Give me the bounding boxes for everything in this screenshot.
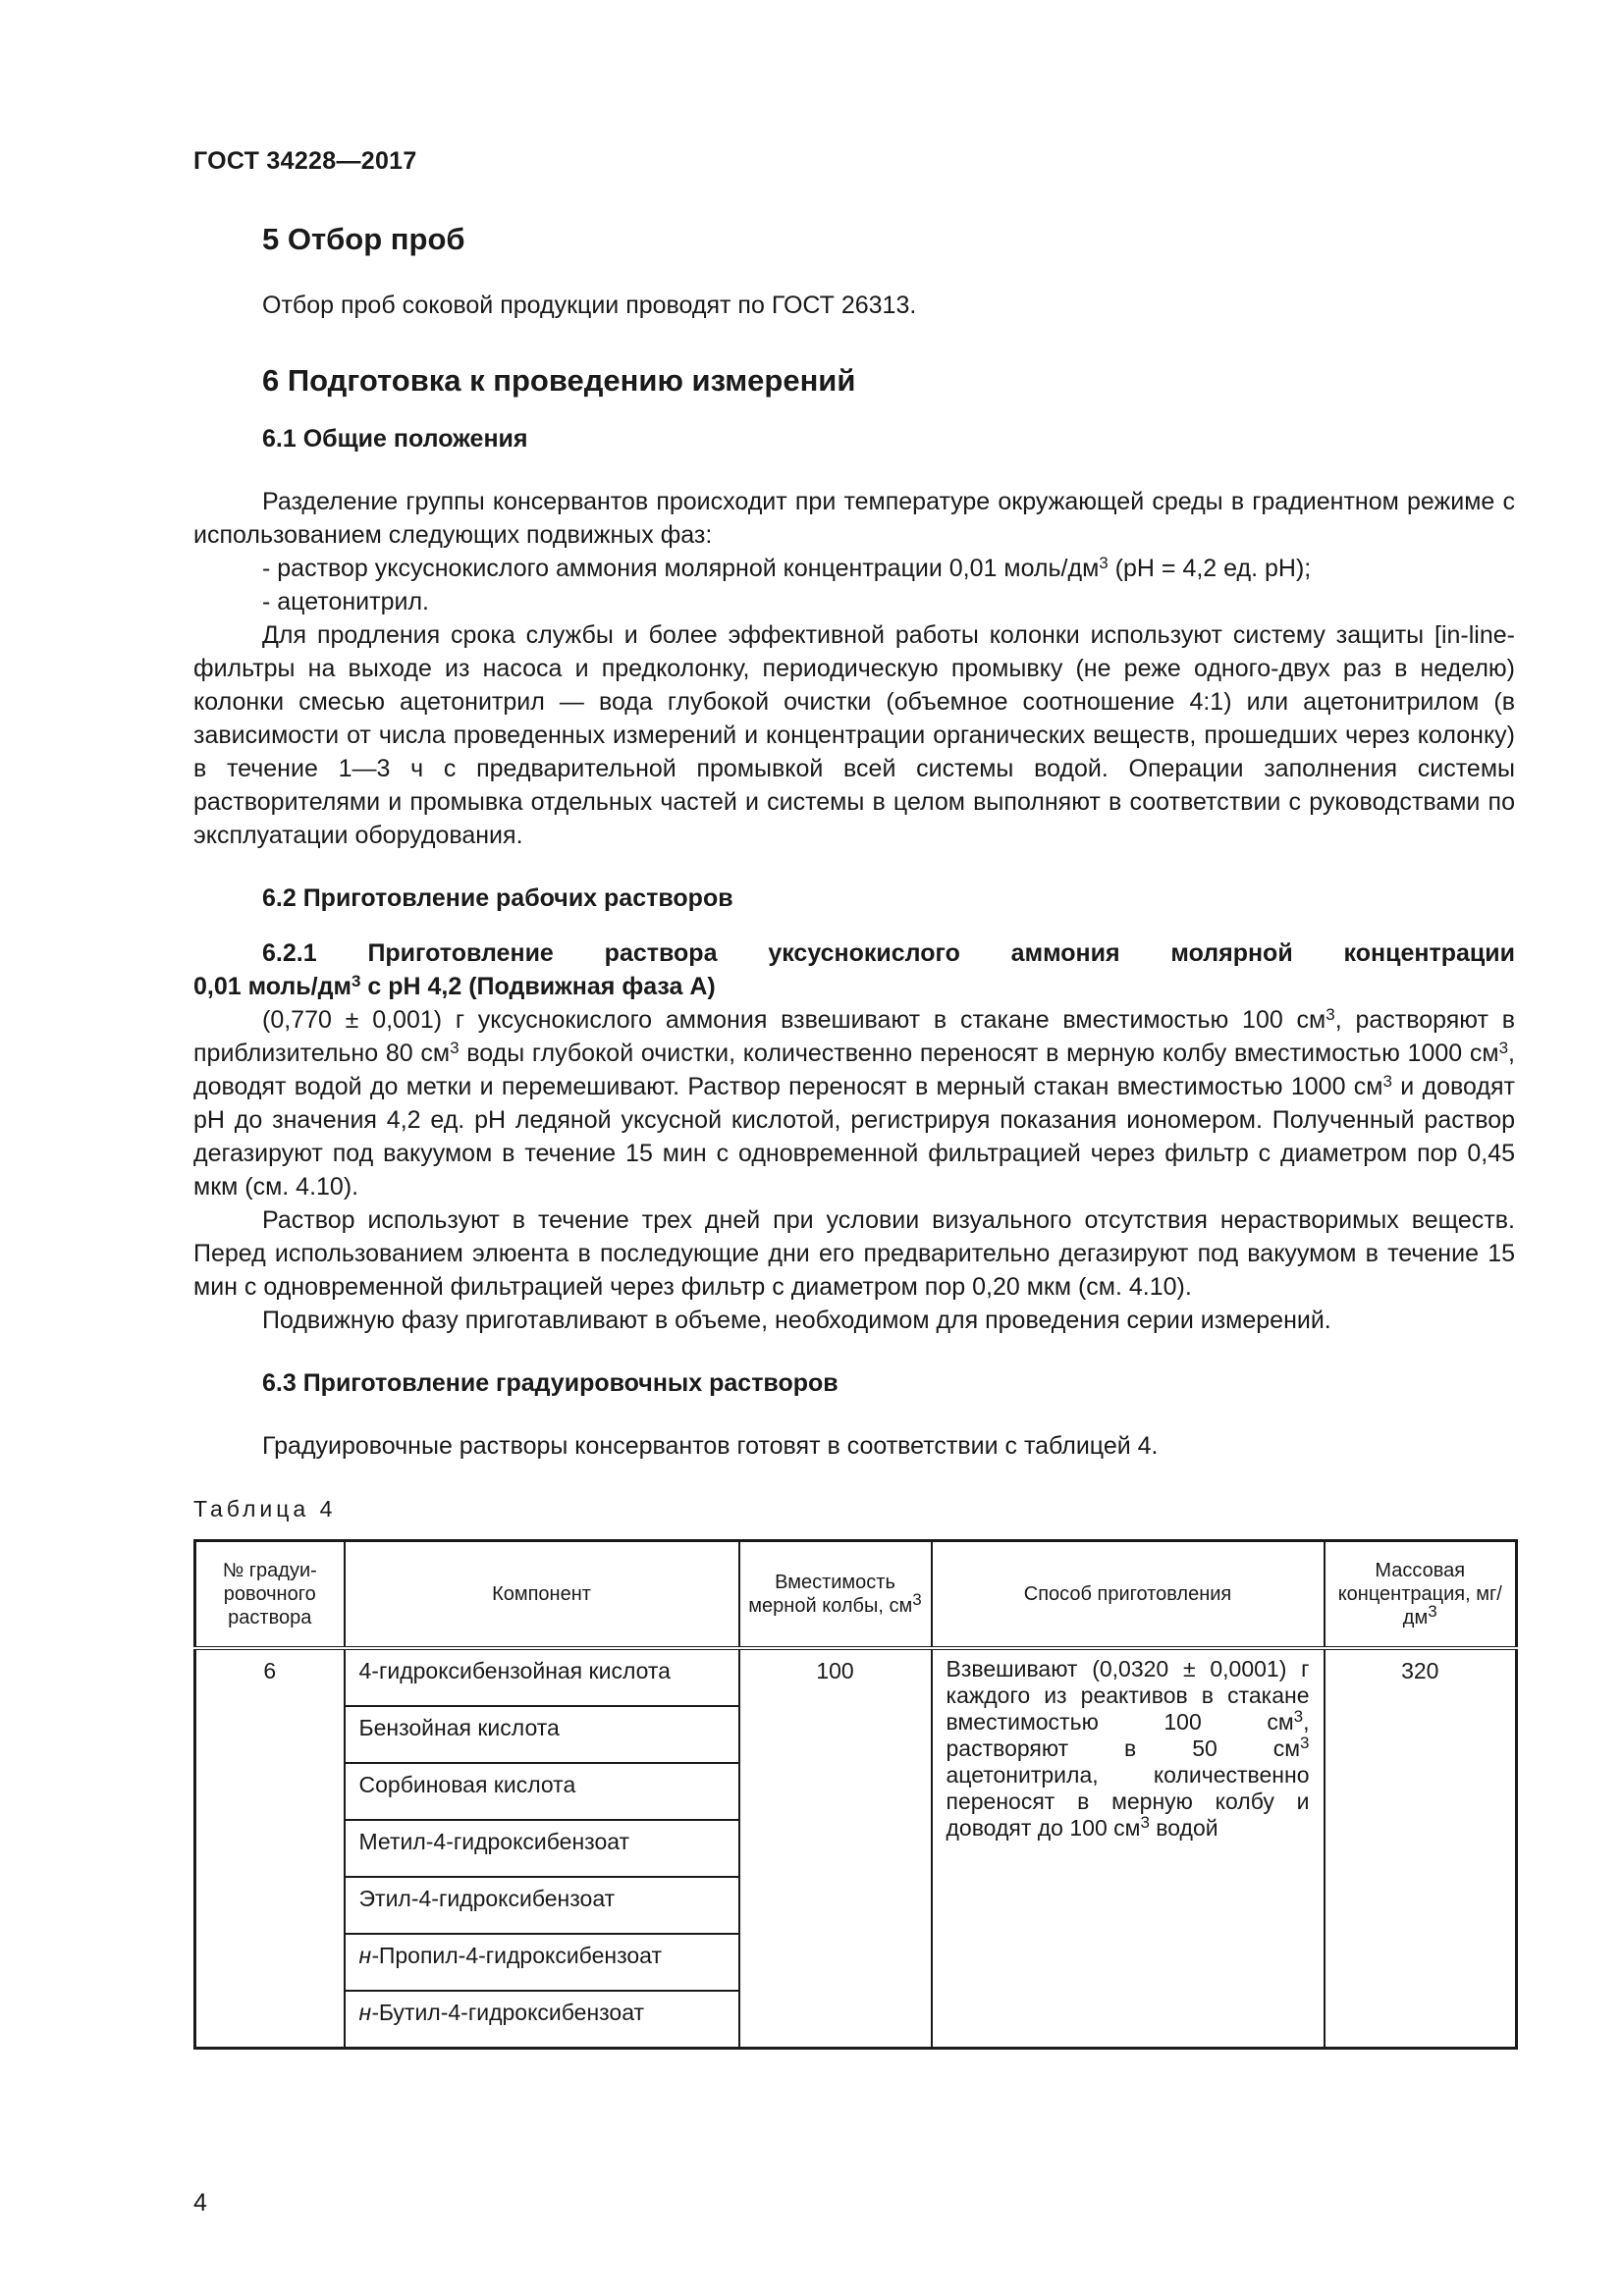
section-6-2-1-title-line1: 6.2.1 Приготовление раствора уксуснокислого аммония молярной концентрации <box>262 939 1515 967</box>
section-6-1-title: 6.1 Общие положения <box>262 425 528 453</box>
header-method: Способ приготовления <box>932 1541 1325 1649</box>
section-6-title: 6 Подготовка к проведению измерений <box>262 363 856 398</box>
section-6-3-title: 6.3 Приготовление градуировочных растворов <box>262 1369 839 1397</box>
mobile-phase-item-2: - ацетонитрил. <box>262 588 429 615</box>
header-flask-volume: Вместимость мерной колбы, $см^3$ <box>739 1541 932 1649</box>
table-row <box>195 1648 1517 1706</box>
section-6-2-title: 6.2 Приготовление рабочих растворов <box>262 884 733 912</box>
header-component: Компонент <box>345 1541 739 1649</box>
section-6-2-1-para-2: Раствор используют в течение трех дней при условии визуального отсутствия нерастворимых веществ. Перед использованием элюента в последующие дни его предварительно дегазируют под вакуумом в течение 15 мин с одновременной фильтрацией через фильтр с диаметром пор 0,20 мкм (см. 4.10). <box>193 1206 1515 1301</box>
cell-component: н-Пропил-4-гидроксибензоат <box>345 1934 739 1991</box>
document-body <box>193 220 1515 2050</box>
table-4-caption: Таблица 4 <box>193 1496 337 1522</box>
section-6-2-1-para-1: (0,770 ± 0,001) г уксуснокислого аммония взвешивают в стакане вместимостью 100 $см^3$, растворяют в приблизительно 80 $см^3$ воды глубокой очистки, количественно переносят в мерную колбу вместимостью 1000 $см^3$, доводят водой до метки и перемешивают. Раствор переносят в мерный стакан вместимостью 1000 $см^3$ и доводят pH до значения 4,2 ед. pH ледяной уксусной кислотой, регистрируя показания иономером. Полученный раствор дегазируют под вакуумом в течение 15 мин с одновременной фильтрацией через фильтр с диаметром пор 0,45 мкм (см. 4.10). <box>193 1004 1515 1201</box>
document-header: ГОСТ 34228—2017 <box>193 147 417 175</box>
header-mass-concentration: Массовая концентрация, $мг/дм^3$ <box>1325 1541 1517 1649</box>
section-5-text: Отбор проб соковой продукции проводят по ГОСТ 26313. <box>262 292 917 319</box>
cell-component: 4-гидроксибензойная кислота <box>345 1648 739 1706</box>
section-6-1-para-2: Для продления срока службы и более эффективной работы колонки используют систему защиты [in-line-фильтры на выходе из насоса и предколонку, периодическую промывку (не реже одного-двух раз в неделю) колонки смесью ацетонитрил — вода глубокой очистки (объемное соотношение 4:1) или ацетонитрилом (в зависимости от числа проведенных измерений и концентрации органических веществ, прошедших через колонку) в течение 1—3 ч с предварительной промывкой всей системы водой. Операции заполнения системы растворителями и промывка отдельных частей и системы в целом выполняют в соответствии с руководствами по эксплуатации оборудования. <box>193 621 1515 849</box>
cell-mass-concentration: 320 <box>1325 1648 1517 2049</box>
section-6-2-1-para-3: Подвижную фазу приготавливают в объеме, необходимом для проведения серии измерений. <box>262 1307 1331 1334</box>
cell-component: Этил-4-гидроксибензоат <box>345 1877 739 1934</box>
cell-component: Сорбиновая кислота <box>345 1763 739 1820</box>
header-solution-number: № градуи- ровочного раствора <box>195 1541 345 1649</box>
cell-component: н-Бутил-4-гидроксибензоат <box>345 1991 739 2049</box>
table-header-row <box>195 1541 1517 1649</box>
cell-flask-volume: 100 <box>739 1648 932 2049</box>
cell-method: Взвешивают (0,0320 ± 0,0001) г каждого из реактивов в стакане вместимостью 100 $см^3$, растворяют в 50 $см^3$ ацетонитрила, количественно переносят в мерную колбу и доводят до 100 $см^3$ водой <box>932 1648 1325 2049</box>
section-6-1-para-1: Разделение группы консервантов происходит при температуре окружающей среды в градиентном режиме с использованием следующих подвижных фаз: <box>193 488 1515 549</box>
section-6-3-para-1: Градуировочные растворы консервантов готовят в соответствии с таблицей 4. <box>262 1432 1159 1460</box>
cell-solution-number: 6 <box>195 1648 345 2049</box>
section-6-2-1-title-line2: 0,01 моль/$дм^3$ с pH 4,2 (Подвижная фаза А) <box>193 971 716 1000</box>
cell-component: Бензойная кислота <box>345 1706 739 1763</box>
section-5-title: 5 Отбор проб <box>262 222 465 256</box>
page-number: 4 <box>193 2189 207 2216</box>
cell-component: Метил-4-гидроксибензоат <box>345 1820 739 1877</box>
mobile-phase-item-1: - раствор уксуснокислого аммония молярной концентрации 0,01 моль/$дм^3$ (pH = 4,2 ед. pH); <box>262 553 1312 582</box>
table-4 <box>193 1539 1518 2050</box>
